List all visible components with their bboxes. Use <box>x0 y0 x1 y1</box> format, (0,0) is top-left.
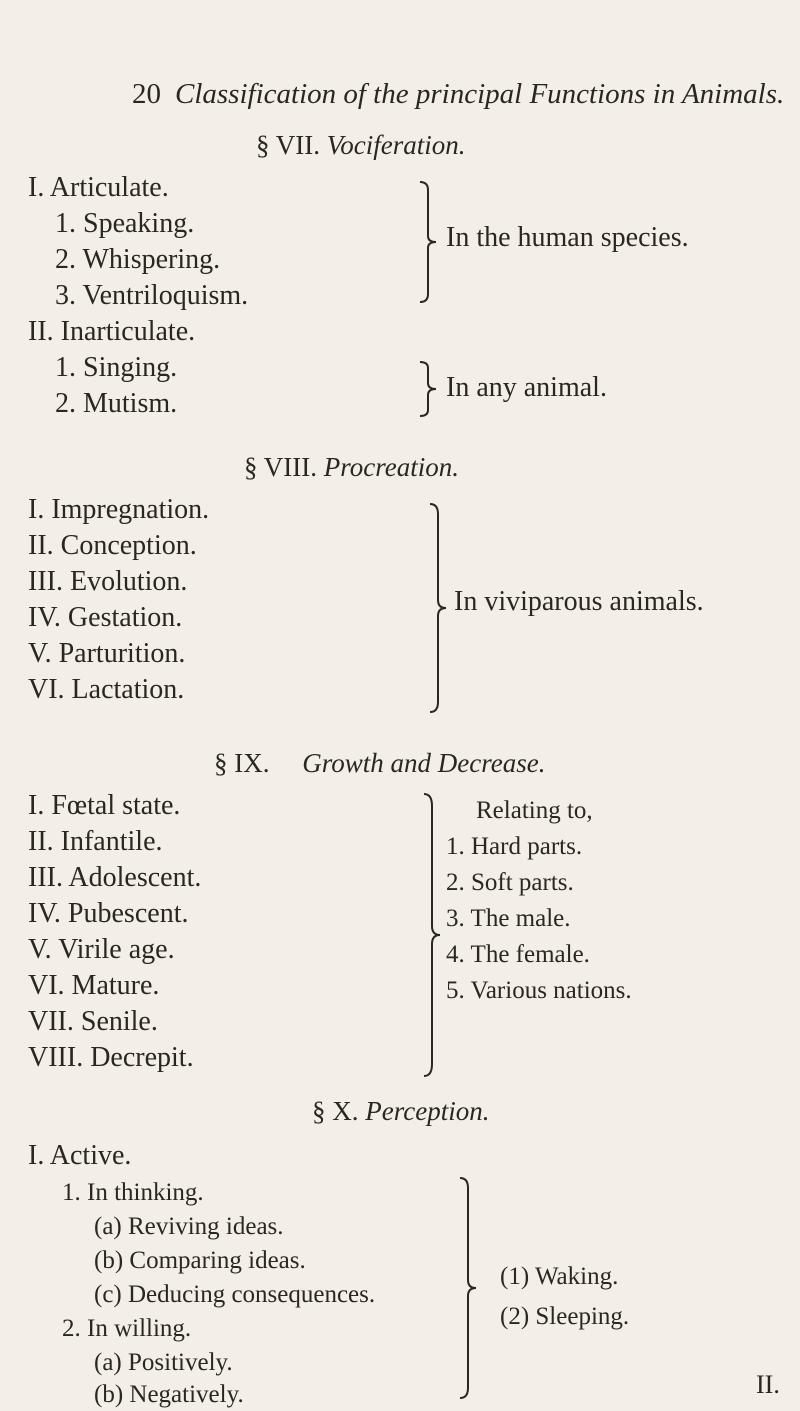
list-item: III. Adolescent. <box>28 862 202 893</box>
brace-note: In the human species. <box>446 222 689 253</box>
list-item: 2. Mutism. <box>55 388 178 419</box>
list-item: 2. Whispering. <box>55 244 221 275</box>
catchword: II. <box>756 1370 780 1399</box>
relating-item: 1. Hard parts. <box>446 833 583 860</box>
brace <box>418 360 440 418</box>
section-heading-vii: § VII. Vociferation. <box>256 130 466 160</box>
list-item: II. Conception. <box>28 530 197 561</box>
section-heading-x: § X. Perception. <box>312 1096 490 1126</box>
list-item: (a) Positively. <box>94 1349 233 1376</box>
section-vii-group-title: I. Articulate. <box>28 172 169 203</box>
list-item: IV. Pubescent. <box>28 898 189 929</box>
list-item: 1. Singing. <box>55 352 178 383</box>
relating-item: 3. The male. <box>446 905 571 932</box>
list-item: V. Parturition. <box>28 638 186 669</box>
running-title: Classification of the principal Functions in Animals. <box>175 78 785 110</box>
list-item: 3. Ventriloquism. <box>55 280 249 311</box>
list-item: I. Impregnation. <box>28 494 210 525</box>
list-item: (a) Reviving ideas. <box>94 1213 284 1240</box>
section-vii-group-title: II. Inarticulate. <box>28 316 196 347</box>
list-item: I. Fœtal state. <box>28 790 181 821</box>
brace <box>418 180 440 304</box>
relating-item: 2. Soft parts. <box>446 869 574 896</box>
list-item: III. Evolution. <box>28 566 188 597</box>
list-item: 1. In thinking. <box>62 1179 204 1206</box>
list-item: VII. Senile. <box>28 1006 158 1037</box>
list-item: VIII. Decrepit. <box>28 1042 194 1073</box>
brace <box>422 792 444 1078</box>
page-number: 20 <box>132 78 161 110</box>
state-item: (1) Waking. <box>500 1263 619 1290</box>
section-heading-viii: § VIII. Procreation. <box>244 452 459 482</box>
list-item: V. Virile age. <box>28 934 175 965</box>
list-item: (c) Deducing consequences. <box>94 1281 376 1308</box>
list-item: 1. Speaking. <box>55 208 195 239</box>
relating-item: 5. Various nations. <box>446 977 632 1004</box>
section-x-title: I. Active. <box>28 1140 132 1171</box>
list-item: VI. Lactation. <box>28 674 185 705</box>
brace-note: In any animal. <box>446 372 607 403</box>
running-header <box>132 78 784 111</box>
relating-heading: Relating to, <box>476 797 593 824</box>
list-item: 2. In willing. <box>62 1315 192 1342</box>
state-item: (2) Sleeping. <box>500 1303 630 1330</box>
list-item: (b) Negatively. <box>94 1381 244 1408</box>
list-item: II. Infantile. <box>28 826 163 857</box>
list-item: IV. Gestation. <box>28 602 183 633</box>
brace-note: In viviparous animals. <box>454 586 704 617</box>
list-item: (b) Comparing ideas. <box>94 1247 306 1274</box>
relating-item: 4. The female. <box>446 941 590 968</box>
list-item: VI. Mature. <box>28 970 160 1001</box>
brace <box>458 1176 480 1402</box>
section-heading-ix: § IX. Growth and Decrease. <box>214 748 546 778</box>
brace <box>428 502 450 714</box>
